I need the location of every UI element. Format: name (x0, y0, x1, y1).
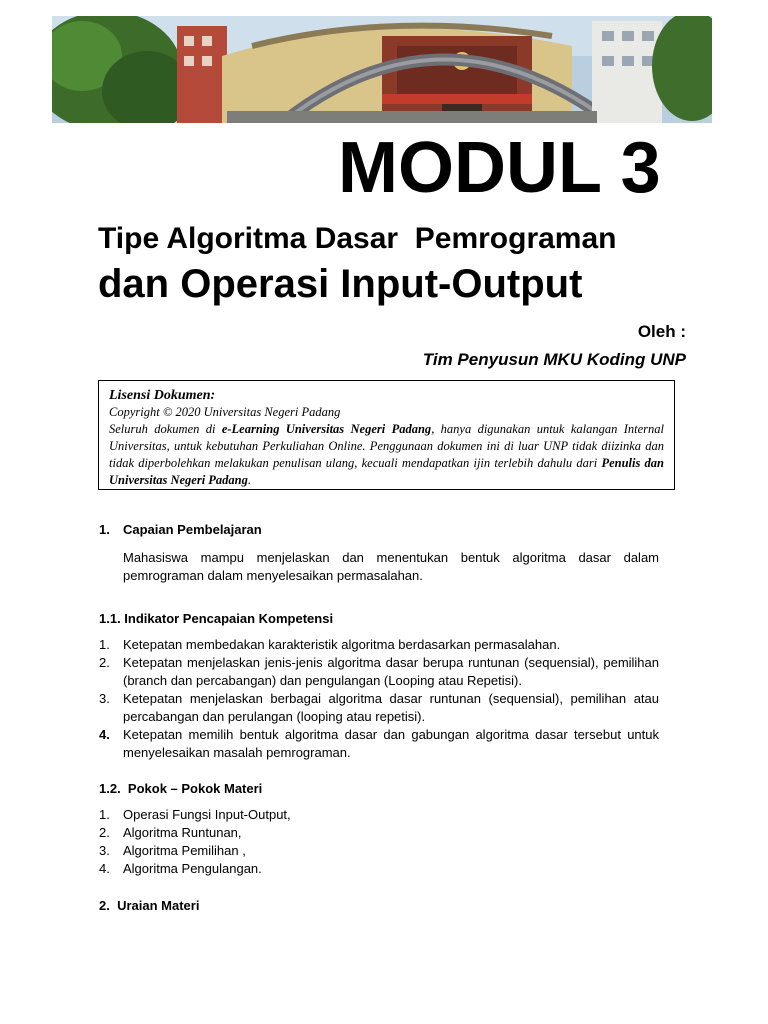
section-heading (99, 521, 659, 539)
list-item (99, 636, 659, 654)
license-copyright: Copyright © 2020 Universitas Negeri Padang (109, 405, 341, 419)
list-number: 4. (99, 861, 110, 876)
section-title: Capaian Pembelajaran (123, 522, 262, 537)
section-indikator (99, 610, 659, 762)
list-text: Algoritma Pengulangan. (123, 861, 262, 876)
list-number: 4. (99, 727, 110, 742)
author-name: Tim Penyusun MKU Koding UNP (422, 350, 686, 369)
section-heading: 1.1. Indikator Pencapaian Kompetensi (99, 611, 334, 626)
list-text: Algoritma Runtunan, (123, 825, 242, 840)
list-number: 3. (99, 843, 110, 858)
list-text: Operasi Fungsi Input-Output, (123, 807, 291, 822)
module-title: MODUL 3 (338, 128, 661, 208)
license-bold-institution: e-Learning Universitas Negeri Padang (221, 422, 432, 436)
list-item (99, 860, 659, 878)
list-number: 1. (99, 637, 110, 652)
license-text-2: , hanya digunakan untuk kalangan Internal Universitas, untuk kebutuhan Perkuliahan Online. Penggunaan dokumen ini di luar UNP tidak diizinka dan tidak diperbolehkan melakukan penulisan ulang, kecuali mendapatkan ijin terlebih dahulu dari (109, 422, 668, 470)
list-item (99, 842, 659, 860)
module-subtitle-line1: Tipe Algoritma Dasar Pemrograman (98, 222, 617, 255)
list-number: 2. (99, 655, 110, 670)
list-item (99, 690, 659, 726)
license-text-1: Seluruh dokumen di (109, 422, 222, 436)
license-text-end: . (247, 473, 252, 487)
list-text: Algoritma Pemilihan , (123, 843, 246, 858)
list-item (99, 654, 659, 690)
license-box (98, 380, 675, 490)
by-label: Oleh : (637, 322, 686, 341)
list-text: Ketepatan membedakan karakteristik algoritma berdasarkan permasalahan. (123, 637, 561, 652)
list-item (99, 806, 659, 824)
section-uraian-materi (99, 897, 659, 915)
list-text: Ketepatan menjelaskan jenis-jenis algoritma dasar berupa runtunan (sequensial), pemilihan (branch dan percabangan) dan pengulangan (Looping atau Repetisi). (123, 655, 659, 688)
section-capaian (99, 521, 659, 585)
license-bold-author: Penulis dan Universitas Negeri Padang (109, 456, 664, 487)
section-paragraph: Mahasiswa mampu menjelaskan dan menentukan bentuk algoritma dasar dalam pemrograman dalam menyelesaikan permasalahan. (123, 550, 659, 583)
list-text: Ketepatan menjelaskan berbagai algoritma dasar runtunan (sequensial), pemilihan atau percabangan dan perulangan (looping atau repetisi). (123, 691, 659, 724)
license-title: Lisensi Dokumen: (109, 388, 216, 403)
list-number: 3. (99, 691, 110, 706)
section-heading: 2. Uraian Materi (99, 898, 200, 913)
header-banner-photo (52, 16, 712, 123)
module-subtitle-line2: dan Operasi Input-Output (98, 262, 583, 306)
section-pokok-materi (99, 780, 659, 878)
pokok-materi-list (99, 806, 659, 878)
list-number: 1. (99, 807, 110, 822)
section-heading: 1.2. Pokok – Pokok Materi (99, 781, 263, 796)
indikator-list (99, 636, 659, 762)
section-number: 1. (99, 522, 110, 537)
list-item (99, 726, 659, 762)
list-number: 2. (99, 825, 110, 840)
list-text: Ketepatan memilih bentuk algoritma dasar dan gabungan algoritma dasar tersebut untuk menyelesaikan masalah pemrograman. (123, 727, 659, 760)
list-item (99, 824, 659, 842)
